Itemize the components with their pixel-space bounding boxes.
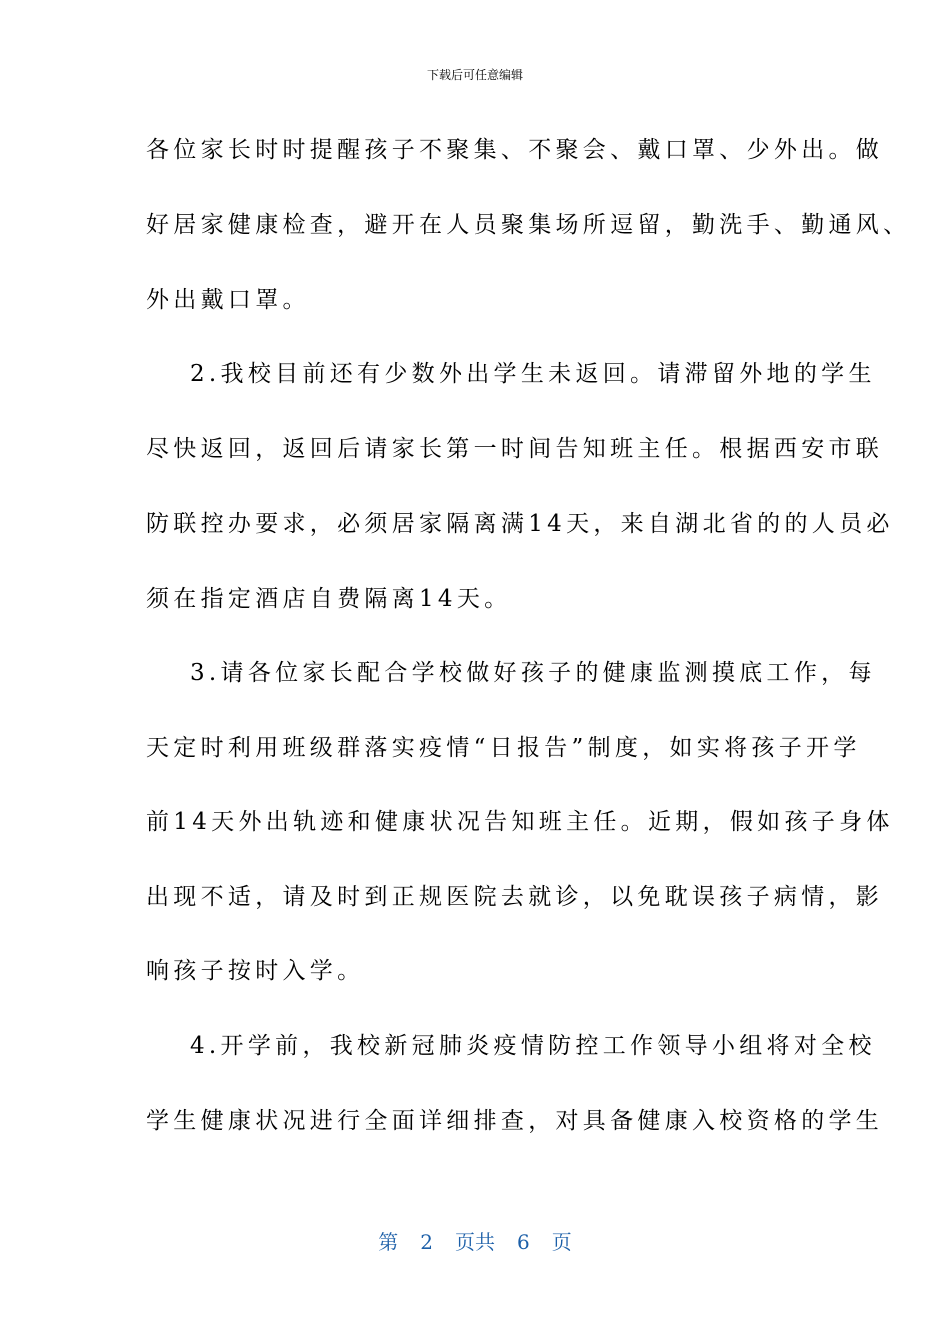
body-line: 外出戴口罩。 bbox=[146, 287, 310, 313]
paragraph-start-line: 4.开学前，我校新冠肺炎疫情防控工作领导小组将对全校 bbox=[190, 1033, 876, 1059]
footer-suffix: 页 bbox=[551, 1230, 572, 1254]
page-footer bbox=[0, 1226, 950, 1255]
body-line: 各位家长时时提醒孩子不聚集、不聚会、戴口罩、少外出。做 bbox=[146, 137, 884, 163]
page-header: 下载后可任意编辑 bbox=[426, 68, 523, 82]
body-line: 响孩子按时入学。 bbox=[146, 958, 365, 984]
body-line: 须在指定酒店自费隔离14天。 bbox=[146, 586, 512, 612]
body-line: 好居家健康检查，避开在人员聚集场所逗留，勤洗手、勤通风、 bbox=[146, 212, 911, 238]
body-line: 防联控办要求，必须居家隔离满14天，来自湖北省的的人员必 bbox=[146, 511, 894, 537]
body-line: 出现不适，请及时到正规医院去就诊，以免耽误孩子病情，影 bbox=[146, 884, 884, 910]
paragraph-start-line: 3.请各位家长配合学校做好孩子的健康监测摸底工作，每 bbox=[190, 660, 876, 686]
paragraph-start-line: 2.我校目前还有少数外出学生未返回。请滞留外地的学生 bbox=[190, 361, 876, 387]
body-line: 学生健康状况进行全面详细排查，对具备健康入校资格的学生 bbox=[146, 1108, 884, 1134]
body-line: 天定时利用班级群落实疫情“日报告”制度，如实将孩子开学 bbox=[146, 735, 861, 761]
body-line: 尽快返回，返回后请家长第一时间告知班主任。根据西安市联 bbox=[146, 436, 884, 462]
footer-prefix: 第 bbox=[378, 1230, 399, 1254]
footer-middle: 页共 bbox=[455, 1230, 495, 1254]
body-line: 前14天外出轨迹和健康状况告知班主任。近期，假如孩子身体 bbox=[146, 809, 894, 835]
footer-current-page: 2 bbox=[420, 1230, 433, 1254]
footer-total-pages: 6 bbox=[517, 1230, 530, 1254]
